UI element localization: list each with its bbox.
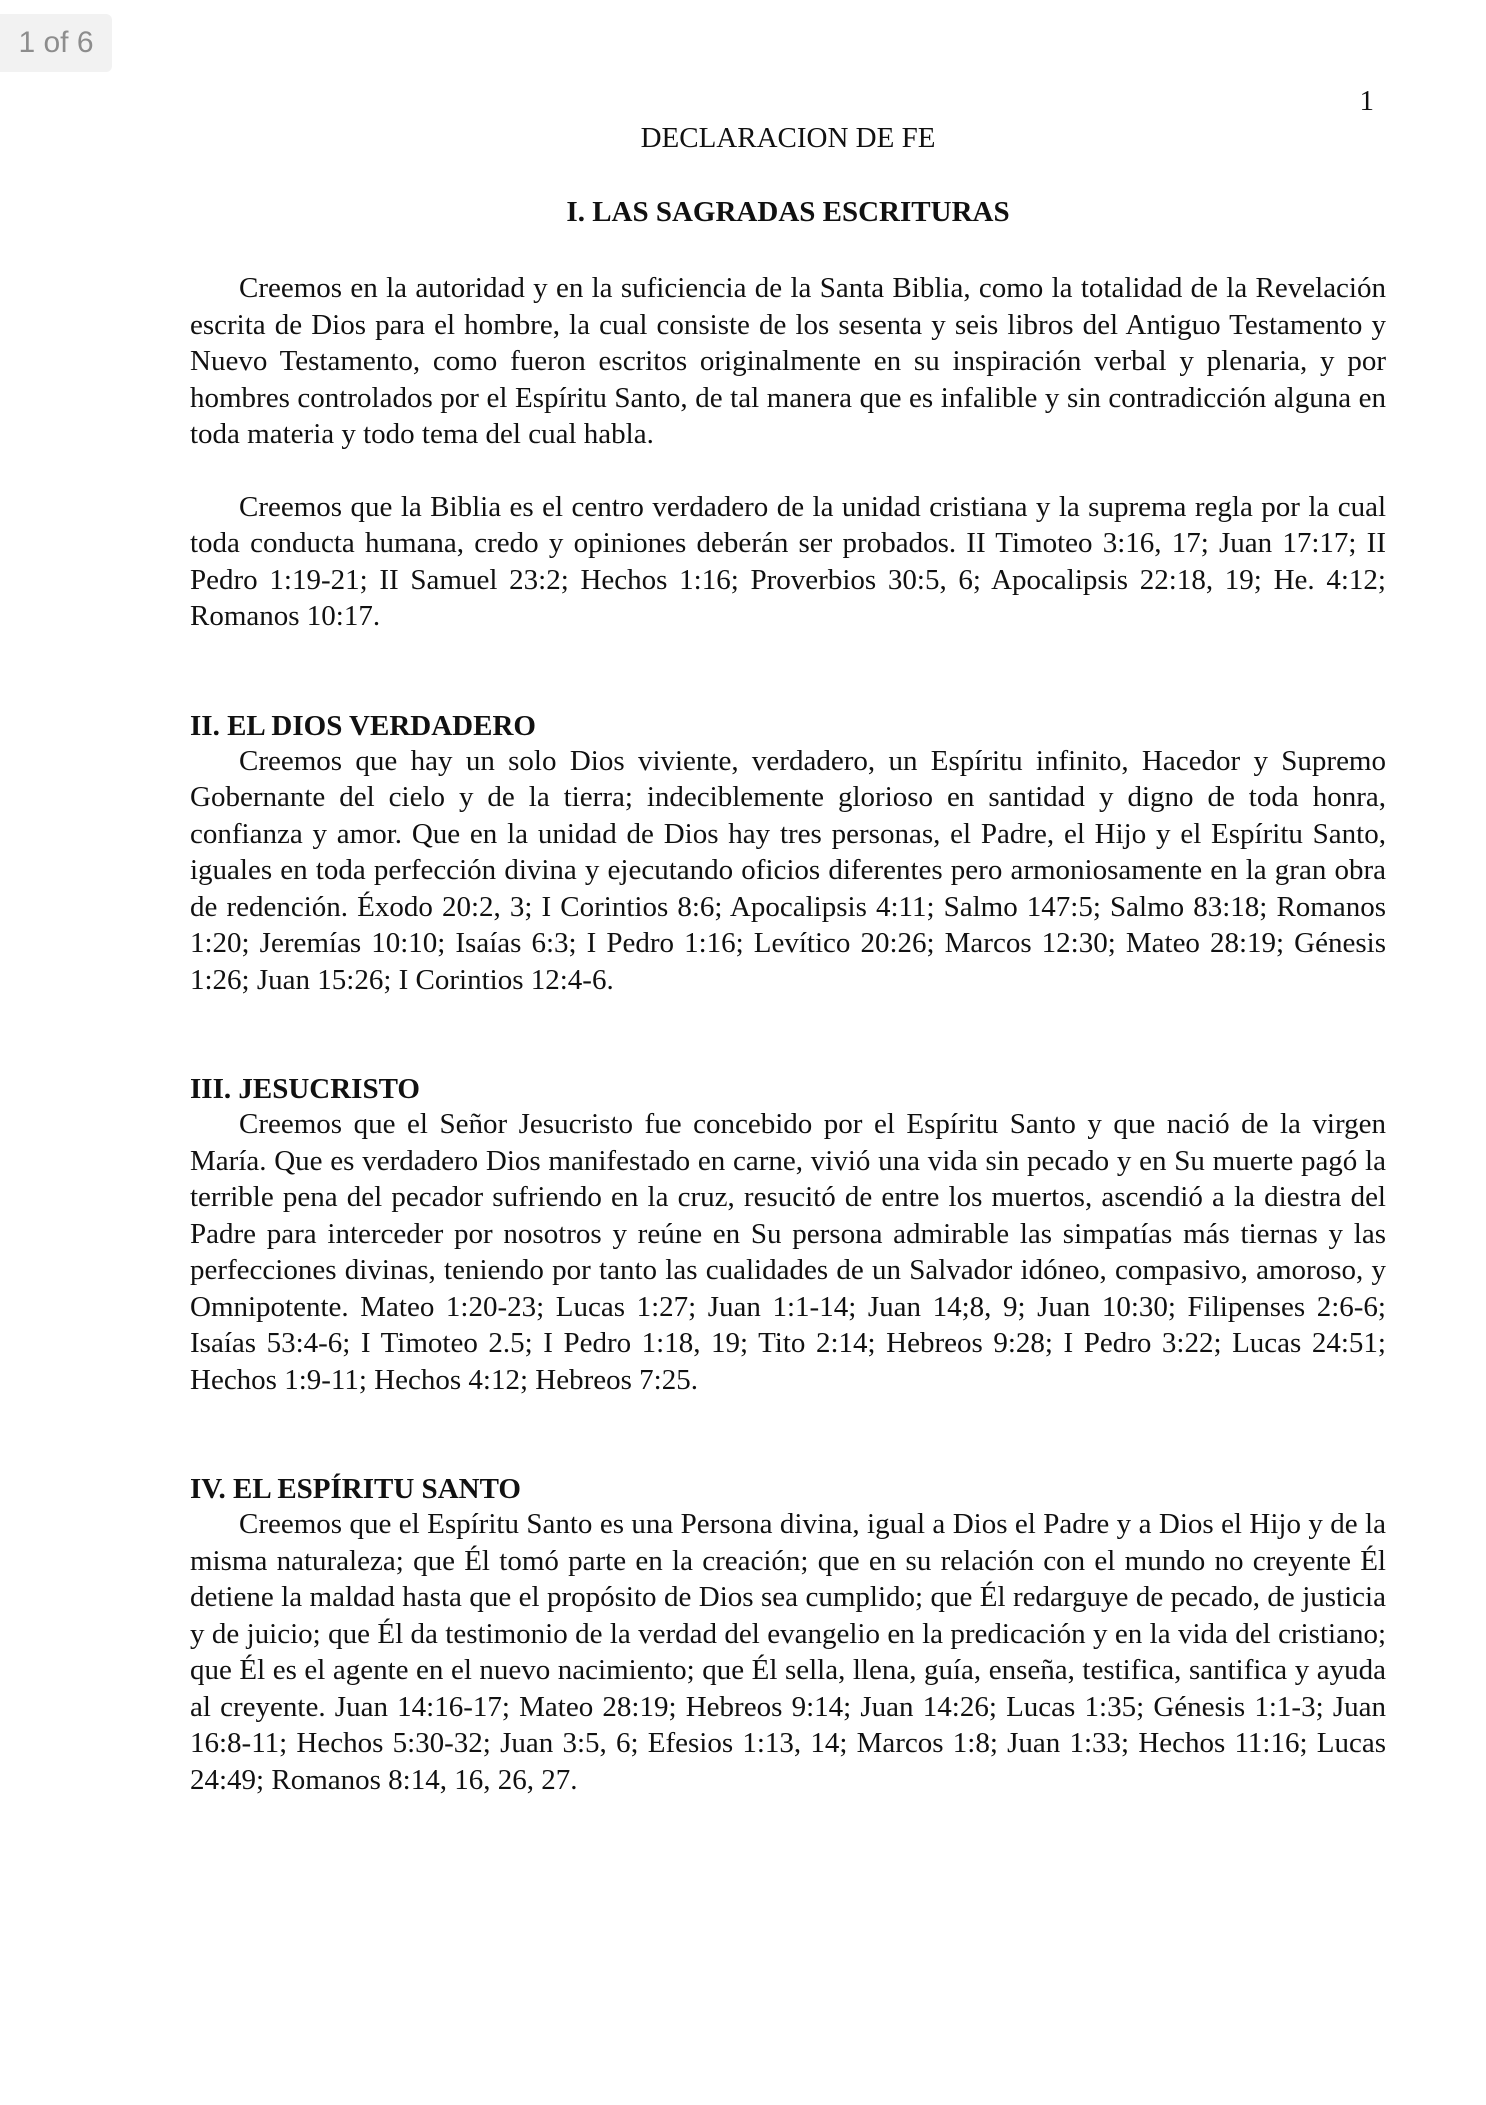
document-title: DECLARACION DE FE xyxy=(640,122,936,154)
paragraph: Creemos que el Espíritu Santo es una Persona divina, igual a Dios el Padre y a Dios el Hijo y de la misma naturaleza; que Él tomó parte en la creación; que en su relación con el mundo no creyente Él detiene la maldad hasta que el propósito de Dios sea cumplido; que Él redarguye de pecado, de justicia y de juicio; que Él da testimonio de la verdad del evangelio en la predicación y en la vida del cristiano; que Él es el agente en el nuevo nacimiento; que Él sella, llena, guía, enseña, testifica, santifica y ayuda al creyente. Juan 14:16-17; Mateo 28:19; Hebreos 9:14; Juan 14:26; Lucas 1:35; Génesis 1:1-3; Juan 16:8-11; Hechos 5:30-32; Juan 3:5, 6; Efesios 1:13, 14; Marcos 1:8; Juan 1:33; Hechos 11:16; Lucas 24:49; Romanos 8:14, 16, 26, 27. xyxy=(190,1508,1386,1796)
paragraph: Creemos que el Señor Jesucristo fue concebido por el Espíritu Santo y que nació de la virgen María. Que es verdadero Dios manifestado en carne, vivió una vida sin pecado y en Su muerte pagó la terrible pena del pecador sufriendo en la cruz, resucitó de entre los muertos, ascendió a la diestra del Padre para interceder por nosotros y reúne en Su persona admirable las simpatías más tiernas y las perfecciones divinas, teniendo por tanto las cualidades de un Salvador idóneo, compasivo, amoroso, y Omnipotente. Mateo 1:20-23; Lucas 1:27; Juan 1:1-14; Juan 14;8, 9; Juan 10:30; Filipenses 2:6-6; Isaías 53:4-6; I Timoteo 2.5; I Pedro 1:18, 19; Tito 2:14; Hebreos 9:28; I Pedro 3:22; Lucas 24:51; Hechos 1:9-11; Hechos 4:12; Hebreos 7:25. xyxy=(190,1108,1386,1396)
section-heading: I. LAS SAGRADAS ESCRITURAS xyxy=(566,196,1010,228)
paragraph: Creemos que la Biblia es el centro verdadero de la unidad cristiana y la suprema regla por la cual toda conducta humana, credo y opiniones deberán ser probados. II Timoteo 3:16, 17; Juan 17:17; II Pedro 1:19-21; II Samuel 23:2; Hechos 1:16; Proverbios 30:5, 6; Apocalipsis 22:18, 19; He. 4:12; Romanos 10:17. xyxy=(190,490,1386,632)
paragraph: Creemos en la autoridad y en la suficiencia de la Santa Biblia, como la totalidad de la Revelación escrita de Dios para el hombre, la cual consiste de los sesenta y seis libros del Antiguo Testamento y Nuevo Testamento, como fueron escritos originalmente en su inspiración verbal y plenaria, y por hombres controlados por el Espíritu Santo, de tal manera que es infalible y sin contradicción alguna en toda materia y todo tema del cual habla. xyxy=(190,272,1386,450)
section-sagradas-escrituras xyxy=(190,195,1386,635)
section-heading: II. EL DIOS VERDADERO xyxy=(190,709,536,742)
section-espiritu-santo xyxy=(190,1472,1386,1798)
section-jesucristo xyxy=(190,1072,1386,1398)
page-number: 1 xyxy=(1359,85,1374,117)
page-indicator: 1 of 6 xyxy=(0,14,112,72)
paragraph: Creemos que hay un solo Dios viviente, verdadero, un Espíritu infinito, Hacedor y Supremo Gobernante del cielo y de la tierra; indeciblemente glorioso en santidad y digno de toda honra, confianza y amor. Que en la unidad de Dios hay tres personas, el Padre, el Hijo y el Espíritu Santo, iguales en toda perfección divina y ejecutando oficios diferentes pero armoniosamente en la gran obra de redención. Éxodo 20:2, 3; I Corintios 8:6; Apocalipsis 4:11; Salmo 147:5; Salmo 83:18; Romanos 1:20; Jeremías 10:10; Isaías 6:3; I Pedro 1:16; Levítico 20:26; Marcos 12:30; Mateo 28:19; Génesis 1:26; Juan 15:26; I Corintios 12:4-6. xyxy=(190,744,1386,996)
section-heading: III. JESUCRISTO xyxy=(190,1073,420,1105)
document-body xyxy=(190,121,1386,1798)
section-dios-verdadero xyxy=(190,709,1386,999)
section-heading: IV. EL ESPÍRITU SANTO xyxy=(190,1473,521,1505)
